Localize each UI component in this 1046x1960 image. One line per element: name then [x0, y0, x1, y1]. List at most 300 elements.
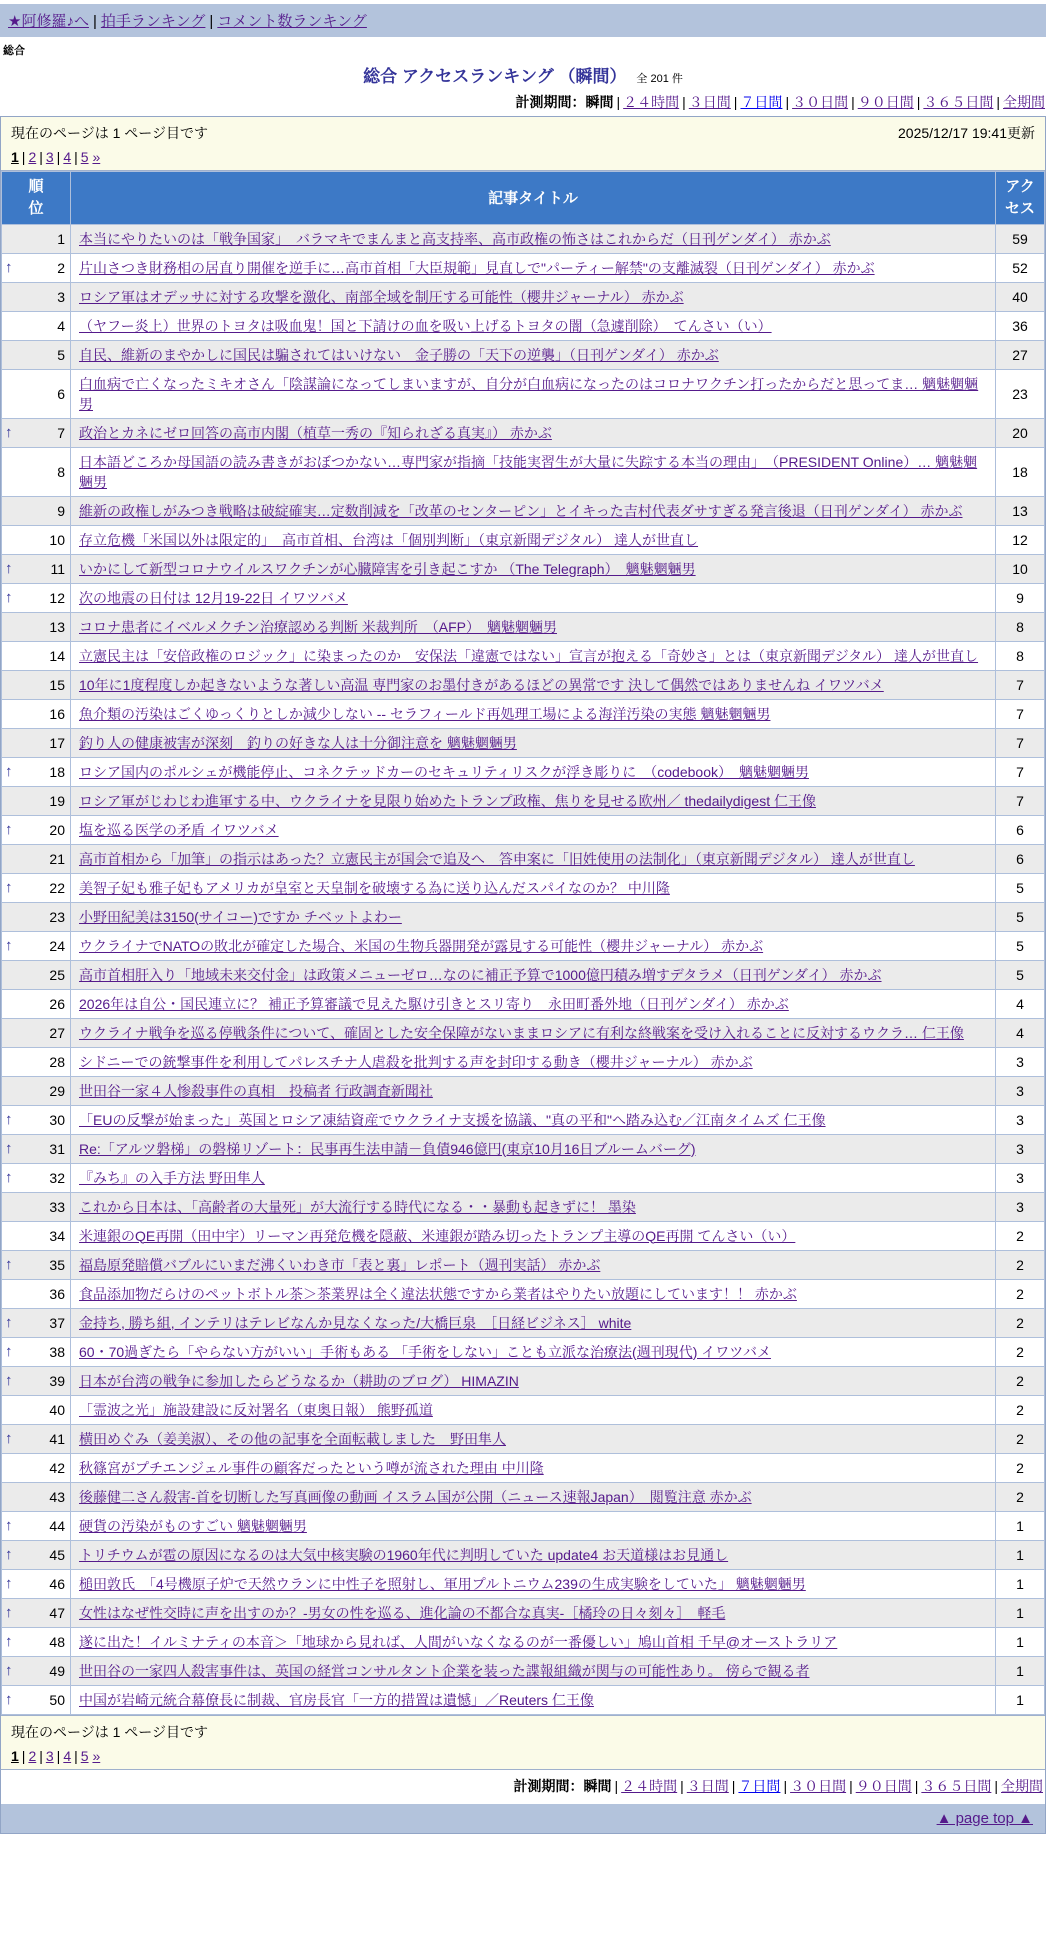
rank-number: 3 [57, 288, 65, 305]
table-row [2, 1279, 1045, 1308]
period-separator: | [682, 94, 686, 110]
article-link[interactable]: 次の地震の日付は 12月19-22日 イワツバメ [79, 589, 348, 606]
article-link[interactable]: ウクライナ戦争を巡る停戦条件について、確固とした安全保障がないままロシアに有利な終戦案を受け入れることに反対するウクラ… 仁王像 [79, 1024, 964, 1041]
access-count: 7 [996, 670, 1045, 699]
access-count: 7 [996, 786, 1045, 815]
table-row [2, 1221, 1045, 1250]
table-row [2, 815, 1045, 844]
title-cell [71, 1656, 996, 1685]
title-cell [71, 931, 996, 960]
bottom-bar [1, 1804, 1045, 1833]
period-option[interactable]: ９０日間 [855, 1777, 912, 1794]
rank-number: 13 [49, 618, 65, 635]
access-count: 2 [996, 1366, 1045, 1395]
table-row [2, 699, 1045, 728]
rank-cell [2, 1627, 71, 1656]
rank-cell [2, 1511, 71, 1540]
rank-number: 25 [49, 966, 65, 983]
rank-cell [2, 1482, 71, 1511]
table-row [2, 873, 1045, 902]
next-page-link[interactable]: » [92, 149, 101, 165]
table-row [2, 1511, 1045, 1540]
period-option[interactable]: ９０日間 [857, 94, 914, 110]
rank-number: 10 [49, 531, 65, 548]
rank-number: 32 [49, 1169, 65, 1186]
rank-number: 2 [57, 259, 65, 276]
page-link[interactable]: 2 [28, 1747, 37, 1764]
nav-separator: | [209, 13, 214, 30]
article-link[interactable]: 福島原発賠償バブルにいまだ沸くいわき市「表と裏」レポート（週刊実話） 赤かぶ [79, 1256, 601, 1273]
article-link[interactable]: 米連銀のQE再開（田中宇）リーマン再発危機を隠蔽、米連銀が踏み切ったトランプ主導のQE再開 てんさい（い） [79, 1227, 796, 1244]
access-count: 4 [996, 1018, 1045, 1047]
rank-number: 29 [49, 1082, 65, 1099]
title-cell [71, 418, 996, 447]
rank-cell [2, 728, 71, 757]
rank-number: 17 [49, 734, 65, 751]
title-cell [71, 369, 996, 418]
article-link[interactable]: 女性はなぜ性交時に声を出すのか？-男女の性を巡る、進化論の不都合な真実-［橘玲の日々刻々］ 軽毛 [79, 1604, 726, 1621]
page-separator: | [39, 149, 43, 165]
article-link[interactable]: ロシア軍はオデッサに対する攻撃を激化、南部全域を制圧する可能性（櫻井ジャーナル） 赤かぶ [79, 288, 684, 305]
article-link[interactable]: 魚介類の汚染はごくゆっくりとしか減少しない -- セラフィールド再処理工場による海洋汚染の実態 魑魅魍魎男 [79, 705, 771, 722]
table-row [2, 1598, 1045, 1627]
rank-up-icon: ↑ [5, 1546, 13, 1563]
rank-number: 23 [49, 908, 65, 925]
table-row [2, 1453, 1045, 1482]
rank-cell [2, 1018, 71, 1047]
access-count: 5 [996, 931, 1045, 960]
table-row [2, 311, 1045, 340]
rank-number: 42 [49, 1459, 65, 1476]
article-link[interactable]: シドニーでの銃撃事件を利用してパレスチナ人虐殺を批判する声を封印する動き（櫻井ジャーナル） 赤かぶ [79, 1053, 753, 1070]
title-cell [71, 1627, 996, 1656]
table-row [2, 1395, 1045, 1424]
article-link[interactable]: トリチウムが雹の原因になるのは大気中核実験の1960年代に判明していた update4 お天道様はお見通し [79, 1546, 729, 1563]
access-count: 1 [996, 1569, 1045, 1598]
updated-timestamp: 2025/12/17 19:41更新 [898, 125, 1035, 141]
article-link[interactable]: 存立危機「米国以外は限定的」 高市首相、台湾は「個別判断」（東京新聞デジタル） 達人が世直し [79, 531, 699, 548]
period-separator: | [996, 94, 1000, 110]
article-link[interactable]: これから日本は、「高齢者の大量死」が大流行する時代になる・・暴動も起きずに！ 墨染 [79, 1198, 636, 1215]
page-link[interactable]: 5 [80, 149, 89, 165]
rank-cell [2, 641, 71, 670]
rank-cell [2, 1569, 71, 1598]
rank-cell [2, 844, 71, 873]
access-count: 3 [996, 1163, 1045, 1192]
rank-number: 35 [49, 1256, 65, 1273]
rank-up-icon: ↑ [5, 1430, 13, 1447]
access-count: 7 [996, 699, 1045, 728]
rank-number: 20 [49, 821, 65, 838]
rank-cell [2, 224, 71, 253]
article-link[interactable]: 後藤健二さん殺害-首を切断した写真画像の動画 イスラム国が公開（ニュース速報Japan） 閲覧注意 赤かぶ [79, 1488, 752, 1505]
rank-up-icon: ↑ [5, 424, 13, 441]
rank-up-icon: ↑ [5, 1343, 13, 1360]
article-link[interactable]: 立憲民主は「安倍政権のロジック」に染まったのか 安保法「違憲ではない」宣言が抱える「奇妙さ」とは（東京新聞デジタル） 達人が世直し [79, 647, 979, 664]
period-separator: | [731, 1777, 736, 1794]
access-count: 1 [996, 1656, 1045, 1685]
access-count: 9 [996, 583, 1045, 612]
table-row [2, 447, 1045, 496]
rank-cell [2, 447, 71, 496]
period-separator: | [783, 1777, 788, 1794]
title-cell [71, 1076, 996, 1105]
rank-cell [2, 369, 71, 418]
article-link[interactable]: 維新の政権しがみつき戦略は破綻確実…定数削減を「改革のセンターピン」とイキった吉村代表ダサすぎる発言後退（日刊ゲンダイ） 赤かぶ [79, 502, 963, 519]
rank-number: 19 [49, 792, 65, 809]
title-cell [71, 1163, 996, 1192]
article-link[interactable]: 釣り人の健康被害が深刻 釣りの好きな人は十分御注意を 魑魅魍魎男 [79, 734, 517, 751]
access-count: 1 [996, 1627, 1045, 1656]
page-separator: | [21, 1747, 26, 1764]
access-count: 10 [996, 554, 1045, 583]
rank-number: 39 [49, 1372, 65, 1389]
rank-cell [2, 1424, 71, 1453]
period-option[interactable]: ３日間 [688, 94, 731, 110]
period-separator: | [733, 94, 738, 110]
page-top-link[interactable]: ▲ page top ▲ [936, 1809, 1033, 1827]
rank-up-icon: ↑ [5, 1140, 13, 1157]
rank-cell [2, 496, 71, 525]
rank-up-icon: ↑ [5, 1372, 13, 1389]
nav-separator: | [92, 13, 97, 30]
rank-up-icon: ↑ [5, 1575, 13, 1592]
article-link[interactable]: 食品添加物だらけのペットボトル茶＞茶業界は全く違法状態ですから業者はやりたい放題にしています！！ 赤かぶ [79, 1285, 797, 1302]
page-separator: | [74, 149, 78, 165]
period-separator: | [994, 1777, 998, 1794]
table-row [2, 1482, 1045, 1511]
rank-cell [2, 253, 71, 282]
access-count: 1 [996, 1598, 1045, 1627]
rank-number: 22 [49, 879, 65, 896]
article-link[interactable]: 本当にやりたいのは「戦争国家」 バラマキでまんまと高支持率、高市政権の怖さはこれからだ（日刊ゲンダイ） 赤かぶ [79, 230, 831, 247]
article-link[interactable]: 金持ち, 勝ち組, インテリはテレビなんか見なくなった/大橋巨泉 ［日経ビジネス］ white [79, 1314, 632, 1331]
article-link[interactable]: 政治とカネにゼロ回答の高市内閣（植草一秀の『知られざる真実』） 赤かぶ [79, 424, 552, 441]
rank-number: 46 [49, 1575, 65, 1592]
rank-number: 37 [49, 1314, 65, 1331]
page-separator: | [39, 1747, 43, 1764]
period-separator: | [914, 1777, 919, 1794]
article-link[interactable]: 横田めぐみ（姜美淑）、その他の記事を全面転載しました 野田隼人 [79, 1430, 506, 1447]
rank-up-icon: ↑ [5, 1662, 13, 1679]
rank-up-icon: ↑ [5, 1604, 13, 1621]
table-row [2, 902, 1045, 931]
period-option[interactable]: ３６５日間 [921, 1777, 992, 1794]
title-cell [71, 340, 996, 369]
period-separator: | [785, 94, 790, 110]
table-row [2, 1163, 1045, 1192]
article-link[interactable]: 日本が台湾の戦争に参加したらどうなるか（耕助のブログ） HIMAZIN [79, 1372, 519, 1389]
table-row [2, 282, 1045, 311]
rank-cell [2, 1047, 71, 1076]
article-link[interactable]: 『みち』の入手方法 野田隼人 [79, 1169, 265, 1186]
rank-cell [2, 1279, 71, 1308]
page-link[interactable]: 3 [45, 1747, 54, 1764]
rank-up-icon: ↑ [5, 560, 13, 577]
title-cell [71, 1540, 996, 1569]
article-link[interactable]: ウクライナでNATOの敗北が確定した場合、米国の生物兵器開発が露見する可能性（櫻井ジャーナル） 赤かぶ [79, 937, 764, 954]
title-cell [71, 1221, 996, 1250]
rank-number: 41 [49, 1430, 65, 1447]
article-link[interactable]: 2026年は自公・国民連立に？ 補正予算審議で見えた駆け引きとスリ寄り 永田町番外地（日刊ゲンダイ） 赤かぶ [79, 995, 789, 1012]
rank-up-icon: ↑ [5, 1314, 13, 1331]
article-link[interactable]: ロシア軍がじわじわ進軍する中、ウクライナを見限り始めたトランプ政権、焦りを見せる欧州／ thedailydigest 仁王像 [79, 792, 816, 809]
rank-cell [2, 699, 71, 728]
rank-number: 18 [49, 763, 65, 780]
rank-cell [2, 612, 71, 641]
article-link[interactable]: 硬貨の汚染がものすごい 魑魅魍魎男 [79, 1517, 307, 1534]
access-count: 1 [996, 1540, 1045, 1569]
title-cell [71, 1569, 996, 1598]
period-option[interactable]: 全期間 [1001, 1777, 1043, 1794]
table-header-row [2, 172, 1045, 225]
access-count: 2 [996, 1279, 1045, 1308]
article-link[interactable]: 日本語どころか母国語の読み書きがおぼつかない…専門家が指摘「技能実習生が大量に失踪する本当の理由」 （PRESIDENT Online）… 魑魅魍魎男 [79, 453, 978, 490]
access-count: 27 [996, 340, 1045, 369]
access-count: 5 [996, 902, 1045, 931]
table-row [2, 1569, 1045, 1598]
nav-link-clap-ranking[interactable]: 拍手ランキング [100, 13, 206, 30]
article-link[interactable]: 世田谷一家４人惨殺事件の真相 投稿者 行政調査新聞社 [79, 1082, 433, 1099]
nav-link-comment-ranking[interactable]: コメント数ランキング [217, 13, 367, 30]
access-count: 2 [996, 1482, 1045, 1511]
table-row [2, 253, 1045, 282]
rank-number: 15 [49, 676, 65, 693]
table-row [2, 931, 1045, 960]
period-option[interactable]: ３６５日間 [923, 94, 994, 110]
rank-cell [2, 554, 71, 583]
page-link[interactable]: 5 [80, 1747, 89, 1764]
period-option[interactable]: ３０日間 [790, 1777, 847, 1794]
title-cell [71, 311, 996, 340]
rank-up-icon: ↑ [5, 821, 13, 838]
title-cell [71, 670, 996, 699]
article-link[interactable]: （ヤフー炎上）世界のトヨタは吸血鬼！国と下請けの血を吸い上げるトヨタの闇（急遽削除） てんさい（い） [79, 317, 772, 334]
title-cell [71, 253, 996, 282]
period-option[interactable]: ７日間 [740, 94, 783, 110]
rank-cell [2, 1540, 71, 1569]
rank-number: 8 [57, 463, 65, 480]
title-cell [71, 1018, 996, 1047]
access-count: 2 [996, 1453, 1045, 1482]
rank-number: 38 [49, 1343, 65, 1360]
title-cell [71, 757, 996, 786]
title-cell [71, 1308, 996, 1337]
table-row [2, 1424, 1045, 1453]
article-link[interactable]: 高市首相から「加筆」の指示はあった？立憲民主が国会で追及へ 答申案に「旧姓使用の法制化」（東京新聞デジタル） 達人が世直し [79, 850, 915, 867]
period-separator: | [680, 1777, 684, 1794]
access-count: 7 [996, 757, 1045, 786]
rank-cell [2, 1192, 71, 1221]
period-separator: | [851, 94, 855, 110]
rank-up-icon: ↑ [5, 879, 13, 896]
article-link[interactable]: 「EUの反撃が始まった」英国とロシア凍結資産でウクライナ支援を協議、"真の平和"へ踏み込む／江南タイムズ 仁王像 [79, 1111, 826, 1128]
title-cell [71, 873, 996, 902]
page-info-box-bottom [1, 1715, 1045, 1770]
access-count: 3 [996, 1076, 1045, 1105]
rank-up-icon: ↑ [5, 1169, 13, 1186]
page-link[interactable]: 4 [63, 149, 72, 165]
article-link[interactable]: 自民、維新のまやかしに国民は騙されてはいけない 金子勝の「天下の逆襲」（日刊ゲンダイ） 赤かぶ [79, 346, 719, 363]
rank-number: 11 [50, 560, 65, 577]
total-count: 全 201 件 [636, 73, 683, 85]
access-count: 1 [996, 1511, 1045, 1540]
page-link[interactable]: 4 [63, 1747, 72, 1764]
rank-number: 9 [57, 502, 65, 519]
access-count: 52 [996, 253, 1045, 282]
article-link[interactable]: 60・70過ぎたら「やらない方がいい」手術もある 「手術をしない」ことも立派な治療法(週刊現代) イワツバメ [79, 1343, 771, 1360]
article-link[interactable]: 世田谷の一家四人殺害事件は、英国の経営コンサルタント企業を装った諜報組織が関与の可能性あり。 傍らで観る者 [79, 1662, 810, 1679]
period-current: 瞬間 [585, 94, 614, 110]
title-cell [71, 1105, 996, 1134]
rank-number: 43 [49, 1488, 65, 1505]
rank-cell [2, 873, 71, 902]
article-link[interactable]: 10年に1度程度しか起きないような著しい高温 専門家のお墨付きがあるほどの異常です 決して偶然ではありませんね イワツバメ [79, 676, 884, 693]
rank-cell [2, 340, 71, 369]
rank-number: 36 [49, 1285, 65, 1302]
access-count: 40 [996, 282, 1045, 311]
table-row [2, 728, 1045, 757]
rank-number: 6 [57, 385, 65, 402]
table-row [2, 641, 1045, 670]
article-link[interactable]: 片山さつき財務相の居直り開催を逆手に…高市首相「大臣規範」見直しで"パーティー解禁"の支離滅裂（日刊ゲンダイ） 赤かぶ [79, 259, 875, 276]
table-row [2, 1540, 1045, 1569]
rank-up-icon: ↑ [5, 1691, 13, 1708]
article-link[interactable]: 塩を巡る医学の矛盾 イワツバメ [79, 821, 279, 838]
rank-cell [2, 1221, 71, 1250]
rank-number: 4 [57, 317, 65, 334]
title-cell [71, 641, 996, 670]
title-cell [71, 525, 996, 554]
period-option[interactable]: ２４時間 [623, 94, 680, 110]
article-link[interactable]: Re:「アルツ磐梯」の磐梯リゾート：民事再生法申請－負債946億円(東京10月16日ブルームバーグ) [79, 1140, 696, 1157]
table-row [2, 612, 1045, 641]
rank-number: 7 [57, 424, 65, 441]
period-label: 計測期間： [513, 1777, 584, 1794]
title-cell [71, 1192, 996, 1221]
access-count: 18 [996, 447, 1045, 496]
rank-cell [2, 525, 71, 554]
article-link[interactable]: 美智子妃も雅子妃もアメリカが皇室と天皇制を破壊する為に送り込んだスパイなのか？ 中川隆 [79, 879, 670, 896]
rank-cell [2, 282, 71, 311]
rank-number: 28 [49, 1053, 65, 1070]
page-link[interactable]: 3 [45, 149, 54, 165]
period-separator: | [849, 1777, 853, 1794]
nav-link-asyura-home[interactable]: ★阿修羅♪へ [8, 13, 89, 30]
table-row [2, 224, 1045, 253]
title-cell [71, 699, 996, 728]
title-cell [71, 224, 996, 253]
access-count: 2 [996, 1250, 1045, 1279]
access-count: 5 [996, 960, 1045, 989]
rank-number: 5 [57, 346, 65, 363]
title-cell [71, 282, 996, 311]
access-count: 2 [996, 1308, 1045, 1337]
table-row [2, 1656, 1045, 1685]
article-link[interactable]: コロナ患者にイベルメクチン治療認める判断 米裁判所 （AFP） 魑魅魍魎男 [79, 618, 557, 635]
period-option[interactable]: ２４時間 [621, 1777, 678, 1794]
rank-up-icon: ↑ [5, 259, 13, 276]
article-link[interactable]: 小野田紀美は3150(サイコー)ですか チベットよわー [79, 908, 402, 925]
rank-cell [2, 1656, 71, 1685]
rank-cell [2, 989, 71, 1018]
access-count: 2 [996, 1395, 1045, 1424]
top-navigation-bar [0, 4, 1046, 37]
rank-cell [2, 960, 71, 989]
period-selector-top [0, 89, 1046, 116]
ranking-table [1, 171, 1045, 1715]
table-row [2, 1627, 1045, 1656]
rank-cell [2, 1395, 71, 1424]
access-count: 8 [996, 641, 1045, 670]
article-link[interactable]: 「霊波之光」施設建設に反対署名（東奥日報） 熊野孤道 [79, 1401, 433, 1418]
rank-cell [2, 1685, 71, 1714]
table-row [2, 1105, 1045, 1134]
article-link[interactable]: 高市首相肝入り「地域未来交付金」は政策メニューゼロ…なのに補正予算で1000億円積み増すデタラメ（日刊ゲンダイ） 赤かぶ [79, 966, 882, 983]
rank-number: 48 [49, 1633, 65, 1650]
article-link[interactable]: 遂に出た！イルミナティの本音＞「地球から見れば、人間がいなくなるのが一番優しい」鳩山首相 千早@オーストラリア [79, 1633, 838, 1650]
title-cell [71, 844, 996, 873]
rank-up-icon: ↑ [5, 589, 13, 606]
rank-number: 40 [49, 1401, 65, 1418]
rank-number: 14 [49, 647, 65, 664]
access-count: 2 [996, 1424, 1045, 1453]
page-separator: | [56, 149, 61, 165]
rank-number: 34 [49, 1227, 65, 1244]
rank-number: 47 [49, 1604, 65, 1621]
rank-cell [2, 1134, 71, 1163]
rank-cell [2, 1076, 71, 1105]
article-link[interactable]: 秋篠宮がプチエンジェル事件の顧客だったという噂が流された理由 中川隆 [79, 1459, 544, 1476]
table-row [2, 1250, 1045, 1279]
current-page-text: 現在のページは 1 ページ目です [11, 125, 209, 141]
rank-number: 45 [49, 1546, 65, 1563]
page-info-box-top [1, 117, 1045, 171]
section-label: 総合 [3, 45, 25, 57]
page-link[interactable]: 2 [28, 149, 37, 165]
rank-number: 21 [49, 850, 65, 867]
period-option[interactable]: ３０日間 [792, 94, 849, 110]
period-option[interactable]: ７日間 [738, 1777, 781, 1794]
period-option[interactable]: ３日間 [686, 1777, 729, 1794]
title-cell [71, 1453, 996, 1482]
page-separator: | [74, 1747, 78, 1764]
title-cell [71, 1134, 996, 1163]
table-row [2, 369, 1045, 418]
article-link[interactable]: 白血病で亡くなったミキオさん「陰謀論になってしまいますが、自分が白血病になったのはコロナワクチン打ったからだと思ってま… 魑魅魍魎男 [79, 375, 979, 412]
next-page-link[interactable]: » [92, 1747, 101, 1764]
rank-cell [2, 418, 71, 447]
article-link[interactable]: 中国が岩崎元統合幕僚長に制裁、官房長官「一方的措置は遺憾」／Reuters 仁王像 [79, 1691, 594, 1708]
rank-number: 44 [49, 1517, 65, 1534]
table-row [2, 340, 1045, 369]
period-option[interactable]: 全期間 [1003, 94, 1045, 110]
article-link[interactable]: 槌田敦氏 「4号機原子炉で天然ウランに中性子を照射し、軍用プルトニウム239の生成実験をしていた」 魑魅魍魎男 [79, 1575, 806, 1592]
rank-number: 26 [49, 995, 65, 1012]
article-link[interactable]: いかにして新型コロナウイルスワクチンが心臓障害を引き起こすか （The Telegraph） 魑魅魍魎男 [79, 560, 696, 577]
title-cell [71, 1598, 996, 1627]
article-link[interactable]: ロシア国内のポルシェが機能停止、コネクテッドカーのセキュリティリスクが浮き彫りに （codebook） 魑魅魍魎男 [79, 763, 809, 780]
column-header-rank: 順位 [2, 172, 71, 225]
table-row [2, 583, 1045, 612]
table-row [2, 786, 1045, 815]
table-row [2, 1134, 1045, 1163]
table-row [2, 496, 1045, 525]
rank-cell [2, 902, 71, 931]
rank-up-icon: ↑ [5, 937, 13, 954]
table-row [2, 757, 1045, 786]
table-row [2, 1337, 1045, 1366]
